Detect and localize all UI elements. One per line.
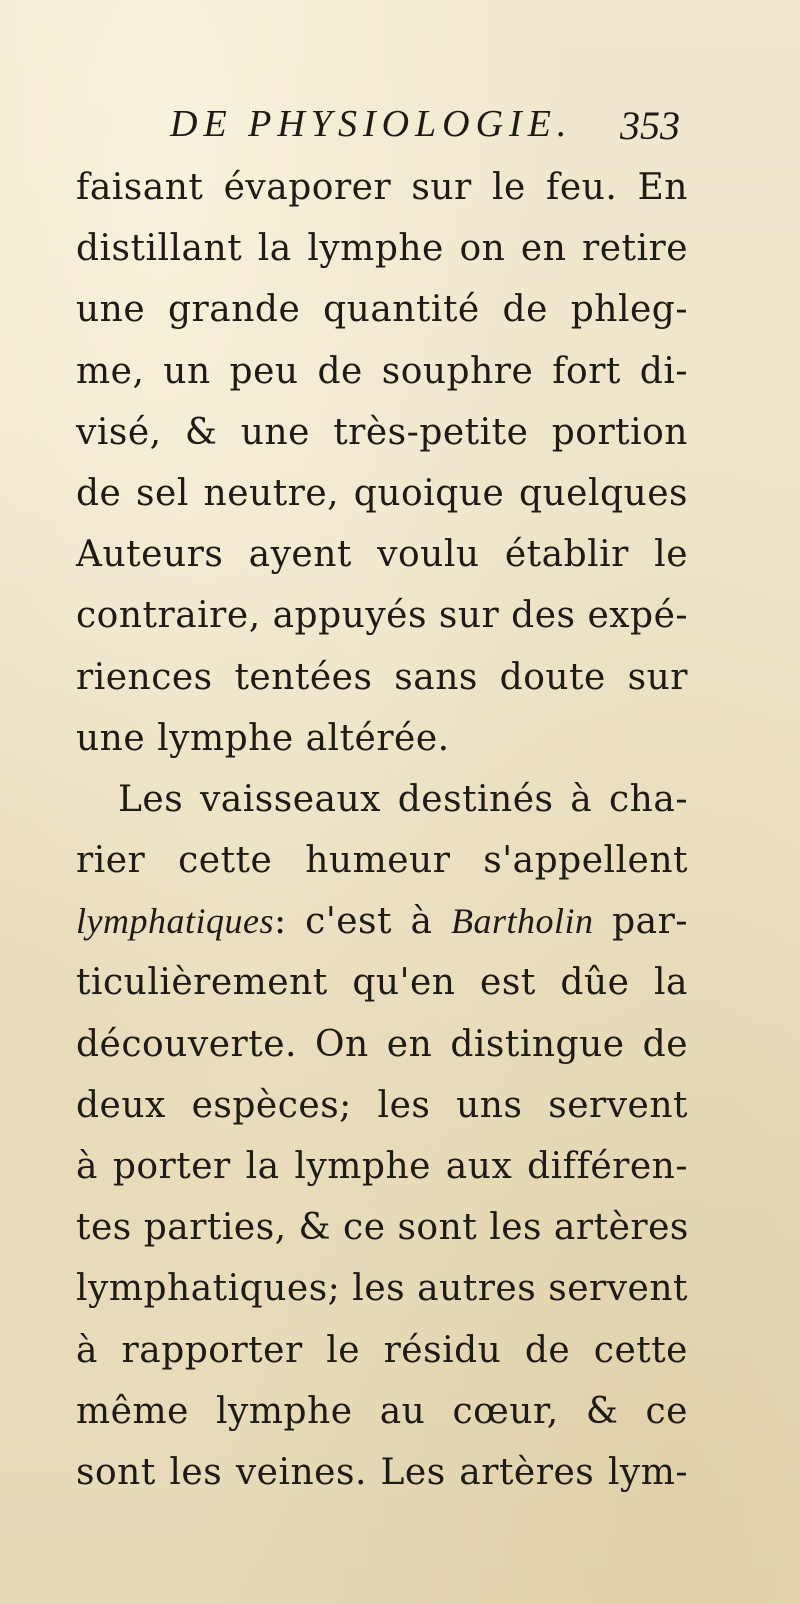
- text-fragment: par-: [593, 901, 688, 943]
- running-title: DE PHYSIOLOGIE.: [170, 103, 573, 145]
- running-head: [170, 102, 680, 162]
- text-line: riences tentées sans doute sur: [76, 656, 688, 698]
- text-line: lymphatiques; les autres servent: [76, 1268, 688, 1310]
- text-line: distillant la lymphe on en retire: [76, 228, 688, 270]
- text-fragment: : c'est à: [273, 901, 452, 943]
- italic-term-lymphatiques: lymphatiques: [76, 901, 274, 942]
- text-line: contraire, appuyés sur des expé-: [76, 595, 689, 637]
- body-text: [76, 157, 688, 1503]
- text-line: faisant évaporer sur le feu. En: [76, 167, 688, 208]
- text-line: de sel neutre, quoique quelques: [76, 472, 688, 514]
- italic-name-bartholin: Bartholin: [451, 901, 594, 942]
- text-line: sont les veines. Les artères lym-: [76, 1451, 688, 1493]
- text-line: à rapporter le résidu de cette: [76, 1329, 688, 1371]
- text-line: deux espèces; les uns servent: [76, 1084, 688, 1126]
- page-number: 353: [620, 103, 680, 148]
- paragraph-end-line: une lymphe altérée.: [76, 717, 450, 759]
- text-line: rier cette humeur s'appellent: [76, 840, 688, 882]
- text-line: découverte. On en distingue de: [76, 1023, 688, 1065]
- text-line: Auteurs ayent voulu établir le: [76, 534, 688, 576]
- text-line: visé, & une très-petite portion: [76, 411, 688, 453]
- paragraph-start-line: Les vaisseaux destinés à cha-: [118, 778, 688, 820]
- text-line: tes parties, & ce sont les artères: [76, 1207, 689, 1249]
- text-line: me, un peu de souphre fort di-: [76, 350, 688, 392]
- text-line: à porter la lymphe aux différen-: [76, 1146, 688, 1187]
- text-line: même lymphe au cœur, & ce: [76, 1390, 688, 1432]
- text-line: une grande quantité de phleg-: [76, 289, 688, 331]
- text-line-with-italics: [76, 891, 688, 952]
- text-line: ticulièrement qu'en est dûe la: [76, 962, 688, 1004]
